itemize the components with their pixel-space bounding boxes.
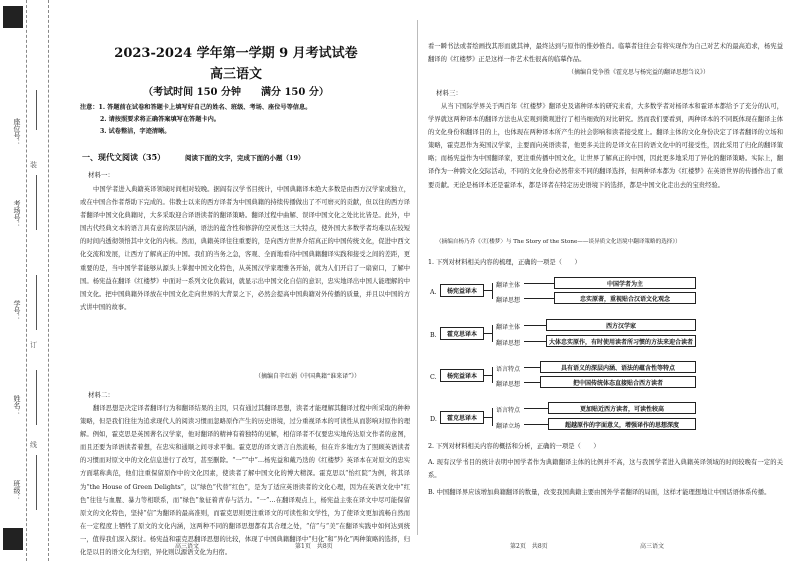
material-2-source: （摘编自党争胜《霍克思与杨宪益的翻译思想刍议》） (568, 69, 710, 76)
option-d-main: 霍克思译本 (440, 411, 484, 424)
connector (492, 283, 493, 299)
connector (524, 325, 546, 326)
option-a-letter: A. (430, 289, 437, 296)
connector (524, 382, 540, 383)
column-divider (417, 20, 418, 535)
option-d-label-2: 翻译立场 (496, 423, 521, 430)
field-name: 姓名： (13, 395, 21, 416)
connector (524, 341, 546, 342)
option-c-label-1: 语言特点 (496, 366, 521, 373)
option-b-value-1: 西方汉学家 (546, 319, 696, 331)
option-c-main: 杨宪益译本 (440, 369, 484, 382)
option-b-label-1: 翻译主体 (496, 324, 521, 331)
material-3-source: （摘编自杨乃乔《〈红楼梦〉与 The Story of the Stone——谈异质文化语境中翻译策略的选择》） (436, 239, 681, 245)
fill-line (36, 275, 37, 330)
option-b-label-2: 翻译思想 (496, 340, 521, 347)
material-2-continued: 看一瞬书法或者绘画找其形而就其神，最终达到与原作的惟妙惟肖。临摹者往往会有将实现作为自己对艺术的最高追求，杨宪益翻译的《红楼梦》正是这样一件艺术性很高的临摹作品。 (428, 43, 783, 64)
section-heading: 一、现代文阅读（35） (82, 152, 166, 162)
option-c-label-2: 翻译思想 (496, 381, 521, 388)
material-1-text: 中国学者进入典籍英译领域时间相对较晚。据阎有汉学书目统计，中国典籍译本绝大多数是由西方汉学家或独立，或在中国合作者帮助下完成的。伟教士以来的西方译者为中国典籍的持续传播做出了不可磨灭的贡献，但以往的西方译者翻译中国文化典籍时，大多采取迎合译语读者的翻译策略。翻译过程中曲解、误译中国文化之处比比皆是。此外，中国古代经典文本的语言具有意的深层内涵，语法的蕴含性和修辞的空灵性这三大特点，使外国大多数学者均难以在较短的时间内透彻领悟其中文化的内核。然而，典籍英译往往重要的，是向西方世界介绍真正的中国传统文化，促进中西文化交流和发展，让西方了解真正的中国。我们的当务之急，客观、全面地看待中国典籍翻译实践和接受之间的差距，更重要的是，当中国学者能够从源头上掌握中国文化特色，从英国汉学家理雅各开始，就为人们开启了一扇窗口，了解中国。杨宪益在翻译《红楼梦》中面对一系列文化负载词，就显示出中国文化自信的意识，忠实地译出中国人能理解的中国文化。把中国典籍外译放在中国文化走向世界的大背景之下，必然会提高中国典籍对外传播的质量，并且以中国的方式讲中国的故事。 (80, 186, 410, 311)
fill-line (36, 90, 37, 130)
option-d-value-1: 更加贴近西方读者，可读性较高 (548, 402, 696, 414)
option-a-label-1: 翻译主体 (496, 282, 521, 289)
exam-subject: 高三语文 (209, 67, 262, 82)
question-2-option-b: B. 中国翻译界应该增加典籍翻译的数量，改变我国典籍主要由国外学者翻译的局面，这样才能理想地让中国话语体系传播。 (428, 489, 771, 496)
connector (484, 417, 492, 418)
material-3-text: 从当下国际学界关于两百年《红楼梦》翻译史及诸种译本的研究来看，大多数学者对杨译本和霍译本都给予了充分的认可，学界就这两种译本的翻译方法也从宏观到微观进行了相当细致的对比研究。然而我们要看到，两种译本的不同既体现在翻译主体的文化身份和翻译目的上，也体现在两种译本所产生的社会影响和读者接受度上。翻译主体的文化身份决定了译者翻译的立场和策略，霍克思作为英国汉学家，主要面向英语读者，他更多关注的是译文在目的语文化中的可接受性，因此采用了归化的翻译策略；而杨宪益作为中国翻译家，更注重传播中国文化，让世界了解真正的中国，因此更多地采用了异化的翻译策略。实际上，翻译作为一种跨文化交际活动，不同的文化身份必然带来不同的翻译选择，但两种译本都为《红楼梦》在英语世界的传播作出了重要贡献。无论是杨译本还是霍译本，都是译者在特定历史语境下的选择，都是中国文化走出去的宝贵经验。 (428, 103, 783, 189)
dashed-line (26, 0, 27, 561)
fill-line (36, 370, 37, 425)
question-2-option-a: A. 现有汉学书目的统计表明中国学者作为典籍翻译主体的比例并不高，这与我国学者进入典籍英译领域的时间较晚有一定的关系。 (428, 459, 783, 480)
option-d-letter: D. (430, 416, 437, 423)
option-b-letter: B. (430, 332, 437, 339)
field-class: 班级： (13, 480, 21, 501)
binding-strip (0, 0, 60, 561)
connector (492, 325, 493, 342)
option-a-value-2: 忠实原著，重视贴合汉语文化观念 (554, 292, 696, 304)
option-d-label-1: 语言特点 (496, 407, 521, 414)
corner-mark-top (3, 6, 23, 28)
fill-line (36, 455, 37, 510)
connector (524, 298, 554, 299)
option-d-value-2: 超越原作的字面意义，增强译作的思想深度 (548, 418, 696, 430)
connector (524, 283, 554, 284)
connector (524, 367, 540, 368)
connector (524, 424, 548, 425)
field-student-id: 学号： (13, 300, 21, 321)
binding-marker: 装 (30, 161, 37, 169)
notes (80, 102, 410, 138)
option-b-value-2: 大体忠实原作，有时使用读者所习惯的方法来迎合读者 (546, 335, 696, 347)
question-2-stem: 2. 下列对材料相关内容的概括和分析，正确的一项是（ ） (428, 443, 600, 450)
question-1-stem: 1. 下列对材料相关内容的梳理，正确的一项是（ ） (428, 259, 581, 266)
option-a-label-2: 翻译思想 (496, 297, 521, 304)
note-1: 注意：1. 答题前在试卷和答题卡上填写好自己的姓名、班级、考场、座位号等信息。 (80, 104, 312, 111)
field-exam-room: 考场号： (13, 200, 21, 228)
field-seat: 座位号： (13, 118, 21, 146)
material-2-label: 材料二： (88, 391, 114, 399)
section-instruction: 阅读下面的文字，完成下面的小题（19） (185, 154, 305, 162)
option-c-letter: C. (430, 374, 437, 381)
binding-marker: 线 (30, 441, 37, 449)
dashed-line (48, 0, 49, 561)
material-1-source: （摘编自辛红娟《中国典籍“谁来译”》） (255, 373, 361, 380)
corner-mark-bottom (3, 528, 23, 550)
option-b-main: 霍克思译本 (440, 327, 484, 340)
connector (492, 408, 493, 426)
binding-marker: 订 (30, 341, 37, 349)
footer-left-subject: 高三语文 (175, 543, 200, 550)
note-2: 2. 请按照要求将正确答案填写在答题卡内。 (100, 116, 220, 123)
connector (484, 290, 492, 291)
connector (492, 367, 493, 383)
note-3: 3. 试卷整洁，字迹清晰。 (100, 128, 171, 135)
option-a-main: 杨宪益译本 (440, 284, 484, 297)
connector (484, 375, 492, 376)
connector (484, 333, 492, 334)
exam-meta: （考试时间 150 分钟 满分 150 分） (143, 87, 329, 98)
material-1-label: 材料一： (88, 171, 114, 179)
exam-title: 2023-2024 学年第一学期 9 月考试试卷 (114, 46, 358, 61)
material-2-text: 翻译思想是决定译者翻译行为和翻译结果的主因，只有通过其翻译思想，读者才能理解其翻译过程中所采取的种种策略，但是我们往往为追求现代人的阅读习惯而忽略原作产生的历史语境，过分重视译本的可读性从而影响对原作的理解。例如，霍克思是英国著名汉学家，他对翻译的精神有着独特的见解，相信译者不仅要忠实地传达原文作者的意图，而且还要为译语读者着想，在忠实和通顺之间寻求平衡。霍克思的译文语言自然流畅，但在许多地方为了照顾英语读者的习惯而对原文中的文化信息进行了改写，甚至删除。“一”“中”…杨宪益和戴乃迭的《红楼梦》英译本在对原文的忠实方面堪称典范，他们注重保留原作中的文化因素，使读者了解中国文化的博大精深。霍克思以“怡红院”为例，将其译为“the House of Green Delights”，以“绿色”代替“红色”，是为了适应英语读者的文化心理，因为在英语文化中“红色”往往与血腥、暴力等相联系，而“绿色”象征着青春与活力。“一”…在翻译观点上，杨宪益主张在译文中尽可能保留原文的文化特色，坚持“信”为翻译的最高准则，而霍克思则更注重译文的可读性和文学性，为了使译文更加流畅自然而在一定程度上牺牲了原文的文化内涵，这两种不同的翻译思想都有其合理之处，“信”与“美”在翻译实践中如何达到统一，值得我们深入探讨。杨宪益和霍克思翻译思想的比较，体现了中国典籍翻译中“归化”和“异化”两种策略的选择，归化是以目的语文化为归宿，异化则以源语文化为归宿。 (80, 405, 410, 557)
option-a-value-1: 中国学者为主 (554, 277, 696, 289)
footer-left-page: 第1页 共8页 (295, 543, 333, 550)
option-c-value-2: 把中国传统体态直接贴合西方读者 (540, 376, 696, 388)
material-3-label: 材料三： (436, 89, 462, 97)
connector (524, 408, 548, 409)
footer-right-page: 第2页 共8页 (510, 543, 548, 550)
option-c-value-1: 具有语义的深层内涵、语法的蕴含性等特点 (540, 361, 696, 373)
footer-right-subject: 高三语文 (640, 543, 665, 550)
fill-line (36, 175, 37, 230)
